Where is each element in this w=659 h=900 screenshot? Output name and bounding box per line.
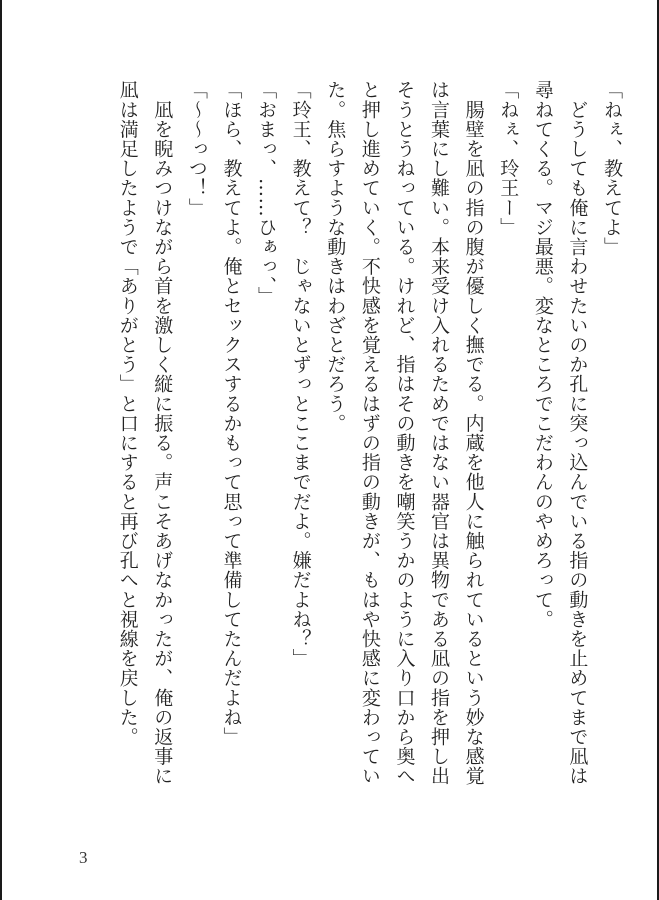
text-line: 尋ねてくる。マジ最悪。変なところでこだわんのやめろって。 bbox=[531, 80, 554, 629]
text-line: た。焦らすような動きはわざとだろう。 bbox=[324, 80, 347, 433]
text-line: 「ねぇ、教えてよ」 bbox=[601, 80, 623, 257]
text-line: どうしても俺に言わせたいのか孔に突っ込んでいる指の動きを止めてまで凪は bbox=[566, 80, 589, 786]
text-line: 「ねぇ、玲王ー」 bbox=[497, 80, 520, 237]
text-line: 凪は満足したようで「ありがとう」と口にすると再び孔へと視線を戻した。 bbox=[116, 80, 139, 747]
text-line: 「〜〜っつ！」 bbox=[185, 80, 208, 218]
text-line: そうとうねっている。けれど、指はその動きを嘲笑うかのように入り口から奥へ bbox=[393, 80, 416, 786]
text-line: 「おまっ、……ひぁっ、」 bbox=[255, 80, 278, 306]
text-line: は言葉にし難い。本来受け入れるためではない器官は異物である凪の指を押し出 bbox=[428, 80, 451, 786]
page-left-edge bbox=[0, 0, 2, 900]
text-line: 「ほら、教えてよ。俺とセックスするかもって思って準備してたんだよね」 bbox=[220, 80, 243, 747]
text-line: 凪を睨みつけながら首を激しく縦に振る。声こそあげなかったが、俺の返事に bbox=[151, 80, 174, 786]
vertical-body-text bbox=[69, 80, 629, 840]
page-number: 3 bbox=[79, 848, 88, 867]
text-line: 「玲王、教えて？ じゃないとずっとここまでだよ。嫌だよね？」 bbox=[289, 80, 312, 668]
text-line: と押し進めていく。不快感を覚えるはずの指の動きが、もはや快感に変わってい bbox=[358, 80, 381, 786]
text-line: 腸壁を凪の指の腹が優しく撫でる。内蔵を他人に触られているという妙な感覚 bbox=[462, 80, 485, 786]
